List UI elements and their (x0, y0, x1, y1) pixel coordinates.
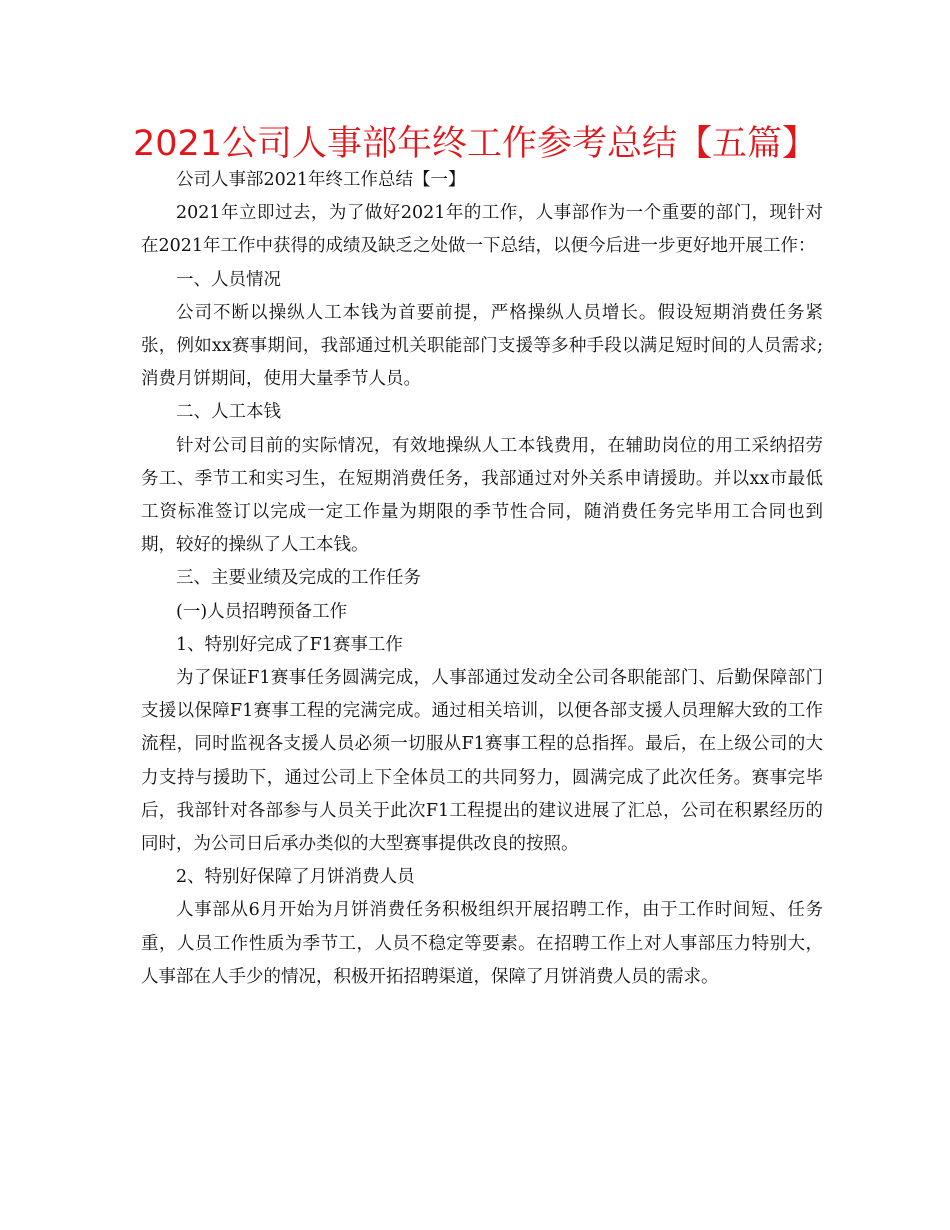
body-paragraph: 为了保证F1赛事任务圆满完成，人事部通过发动全公司各职能部门、后勤保障部门支援以保障F1赛事工程的完满完成。通过相关培训，以便各部支援人员理解大致的工作流程，同时监视各支援人员必须一切服从F1赛事工程的总指挥。最后，在上级公司的大力支持与援助下，通过公司上下全体员工的共同努力，圆满完成了此次任务。赛事完毕后，我部针对各部参与人员关于此次F1工程提出的建议进展了汇总，公司在积累经历的同时，为公司日后承办类似的大型赛事提供改良的按照。 (141, 668, 823, 855)
document-title: 2021公司人事部年终工作参考总结【五篇】 (132, 124, 818, 164)
item-heading: 2、特别好保障了月饼消费人员 (176, 867, 415, 888)
section-heading: 三、主要业绩及完成的工作任务 (176, 568, 421, 589)
body-paragraph: 2021年立即过去，为了做好2021年的工作，人事部作为一个重要的部门，现针对在2021年工作中获得的成绩及缺乏之处做一下总结，以便今后进一步更好地开展工作： (141, 203, 823, 257)
item-heading: 1、特别好完成了F1赛事工作 (176, 634, 403, 655)
section-heading: 一、人员情况 (176, 269, 281, 290)
body-paragraph: 公司不断以操纵人工本钱为首要前提，严格操纵人员增长。假设短期消费任务紧张，例如xx赛事期间，我部通过机关职能部门支援等多种手段以满足短时间的人员需求;消费月饼期间，使用大量季节人员。 (141, 302, 823, 390)
section-heading: 公司人事部2021年终工作总结【一】 (176, 170, 466, 190)
body-paragraph: 人事部从6月开始为月饼消费任务积极组织开展招聘工作，由于工作时间短、任务重，人员工作性质为季节工，人员不稳定等要素。在招聘工作上对人事部压力特别大，人事部在人手少的情况，积极开拓招聘渠道，保障了月饼消费人员的需求。 (141, 900, 823, 987)
document-body (141, 164, 823, 994)
body-paragraph: 针对公司目前的实际情况，有效地操纵人工本钱费用，在辅助岗位的用工采纳招劳务工、季节工和实习生，在短期消费任务，我部通过对外关系申请援助。并以xx市最低工资标准签订以完成一定工作量为期限的季节性合同，随消费任务完毕用工合同也到期，较好的操纵了人工本钱。 (141, 435, 823, 556)
subsection-heading: (一)人员招聘预备工作 (176, 601, 348, 622)
section-heading: 二、人工本钱 (176, 402, 281, 423)
